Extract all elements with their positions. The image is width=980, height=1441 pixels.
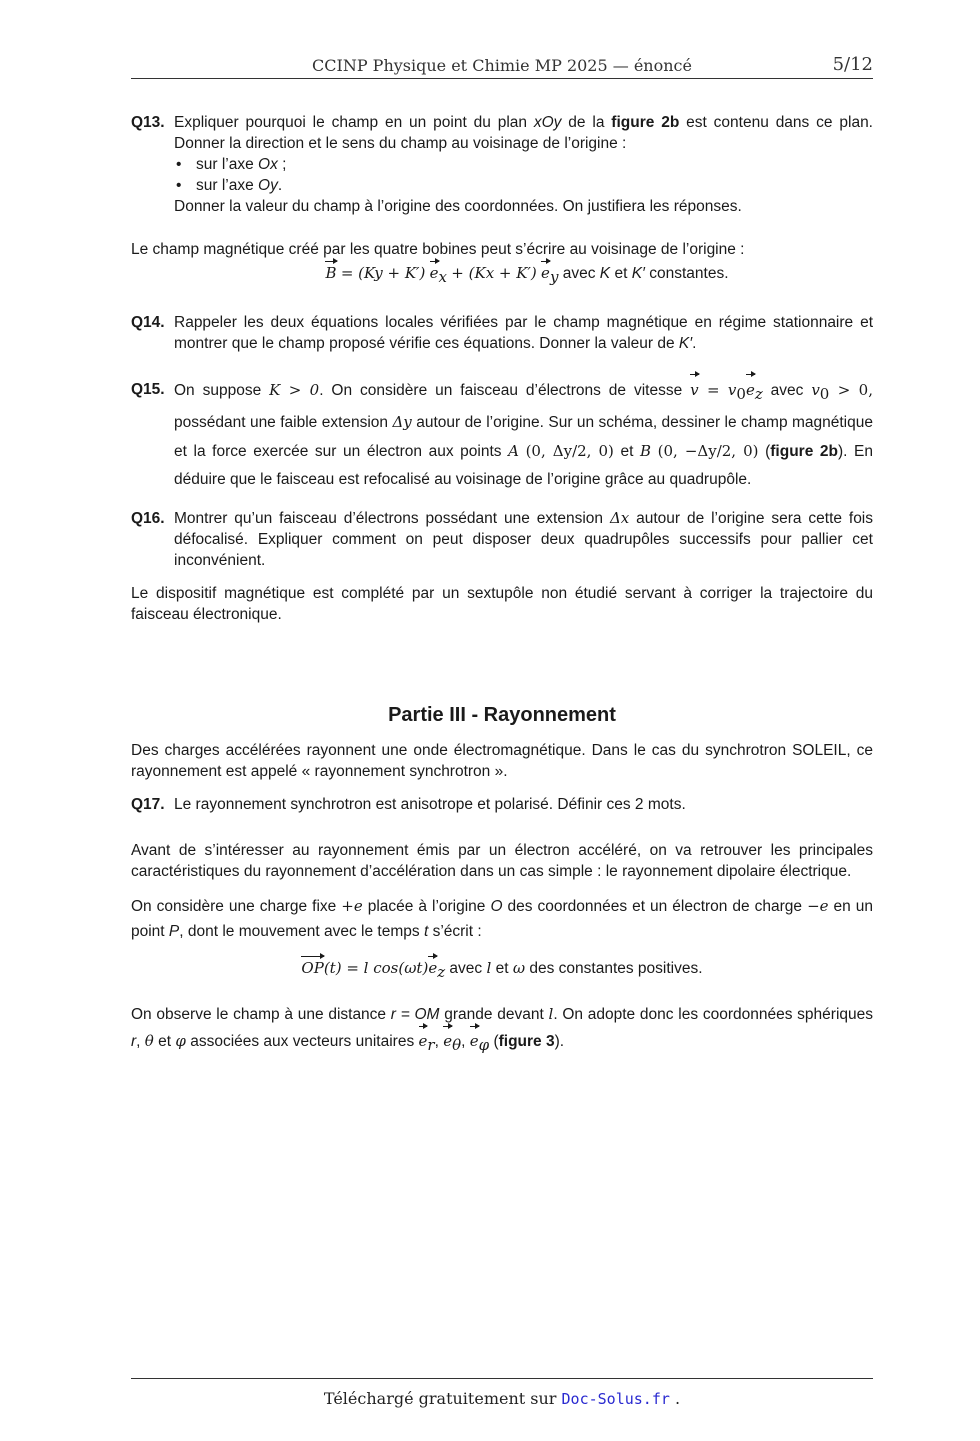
section-title: Partie III - Rayonnement bbox=[388, 704, 616, 727]
text: Donner la valeur du champ à l’origine des coordonnées. On justifiera les réponses. bbox=[174, 198, 742, 215]
page bbox=[131, 0, 873, 1441]
question-number: Q15. bbox=[131, 381, 165, 399]
question-17: Q17. Le rayonnement synchrotron est anisotrope et polarisé. Définir ces 2 mots. bbox=[131, 796, 686, 814]
text: Expliquer pourquoi le champ en un point du plan bbox=[174, 114, 534, 131]
question-number: Q16. bbox=[131, 510, 165, 528]
question-number: Q17. bbox=[131, 796, 165, 814]
page-number: 5/12 bbox=[832, 54, 873, 75]
question-number: Q14. bbox=[131, 314, 165, 332]
text: de la bbox=[561, 114, 612, 131]
spherical-coordinates-paragraph: On observe le champ à une distance r = OM grande devant l. On adopte donc les coordonnées sphériques r, θ et φ associées aux vecteurs unitaires $e_r$, $e_\theta$, $e_\varphi$ (figure 3). bbox=[131, 1005, 874, 1055]
content bbox=[131, 112, 873, 1059]
bullet-list bbox=[174, 154, 873, 196]
list-item: • sur l’axe Ox ; bbox=[174, 154, 873, 175]
field-intro: Le champ magnétique créé par les quatre bobines peut s’écrire au voisinage de l’origine : bbox=[131, 241, 745, 258]
question-13 bbox=[131, 112, 873, 217]
figure-ref: figure 2b bbox=[611, 114, 680, 131]
dipole-setup: On considère une charge fixe +e placée à l’origine O des coordonnées et un électron de charge −e en un point P, dont le mouvement avec le temps t s’écrit : bbox=[131, 897, 873, 941]
dipole-intro: Avant de s’intéresser au rayonnement émis par un électron accéléré, on va retrouver les principales caractéristiques du rayonnement d’accélération dans un cas simple : le rayonnement dipolaire électrique. bbox=[131, 842, 873, 881]
question-16: Q16. Montrer qu’un faisceau d’électrons possédant une extension Δx autour de l’origine sera cette fois défocalisé. Expliquer comment on peut disposer deux quadrupôles successifs pour pallier cet inconvénient. bbox=[131, 509, 874, 570]
motion-equation: OP(t) = l $\cos(\omega t)e_z$ avec l et ω des constantes positives. bbox=[301, 959, 703, 982]
question-14: Q14. Rappeler les deux équations locales vérifiées par le champ magnétique en régime stationnaire et montrer que le champ proposé vérifie ces équations. Donner la valeur de K′. bbox=[131, 314, 873, 353]
text: est contenu dans ce plan. Donner la direction et le sens du champ au voisinage de l’origine : bbox=[174, 114, 873, 152]
list-item: • sur l’axe Oy. bbox=[174, 175, 873, 196]
footer-text: Téléchargé gratuitement sur bbox=[323, 1389, 562, 1408]
page-header bbox=[131, 54, 873, 79]
question-number: Q13. bbox=[131, 114, 165, 131]
footer-link[interactable]: Doc-Solus.fr bbox=[561, 1390, 670, 1408]
header-title: CCINP Physique et Chimie MP 2025 — énoncé bbox=[312, 56, 692, 75]
question-15: Q15. On suppose K > 0. On considère un faisceau d’électrons de vitesse $v = v_0e_z$ avec $v_0 > 0$, possédant une faible extension Δy autour de l’origine. Sur un schéma, dessiner le champ magnétique et la force exercée sur un électron aux points A (0, Δy/2, 0) et B (0, −Δy/2, 0) (figure 2b). En déduire que le faisceau est refocalisé au voisinage de l’origine grâce au quadrupôle. bbox=[131, 376, 873, 494]
page-footer: Téléchargé gratuitement sur Doc-Solus.fr . bbox=[131, 1378, 873, 1408]
math: xOy bbox=[533, 114, 562, 131]
field-equation: B = (Ky + K′) $e_x + (Kx + K')$ $e_y$ avec K et K′ constantes. bbox=[325, 264, 729, 287]
part3-intro: Des charges accélérées rayonnent une onde électromagnétique. Dans le cas du synchrotron SOLEIL, ce rayonnement est appelé « rayonnement synchrotron ». bbox=[131, 742, 873, 781]
sextupole-paragraph: Le dispositif magnétique est complété par un sextupôle non étudié servant à corriger la trajectoire du faisceau électronique. bbox=[131, 585, 873, 624]
